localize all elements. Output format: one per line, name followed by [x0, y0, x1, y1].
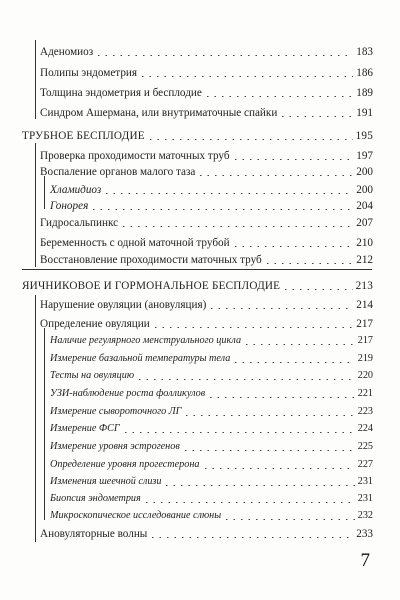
toc-entry-title: Определение уровня прогестерона — [50, 459, 200, 470]
toc-leader-dots — [183, 415, 354, 416]
toc-entry-title: Измерение базальной температуры тела — [50, 353, 231, 364]
toc-section-heading[interactable] — [22, 127, 373, 143]
toc-entry-page: 221 — [357, 388, 373, 399]
toc-leader-dots — [223, 519, 355, 520]
toc-leader-dots — [90, 209, 353, 210]
toc-entry-title: Гидросальпинкс — [40, 217, 119, 229]
toc-vertical-rule-subsection1 — [44, 176, 45, 209]
toc-subentry[interactable] — [50, 456, 373, 472]
toc-entry-title: Определение овуляции — [40, 318, 150, 330]
toc-entry-title: Хламидиоз — [50, 184, 102, 196]
toc-subentry[interactable] — [50, 181, 373, 197]
toc-subentry[interactable] — [50, 332, 373, 348]
page-number: 7 — [360, 550, 370, 571]
toc-entry-page: 189 — [356, 87, 373, 99]
toc-subentry[interactable] — [50, 490, 373, 506]
toc-entry-page: 210 — [356, 237, 373, 249]
toc-entry-page: 207 — [356, 217, 373, 229]
toc-leader-dots — [103, 193, 353, 194]
toc-entry-title: Биопсия эндометрия — [50, 493, 141, 504]
toc-subentry[interactable] — [50, 507, 373, 523]
toc-entry-title: Ановуляторные волны — [40, 528, 148, 540]
toc-section-page: 213 — [355, 280, 373, 292]
toc-entry-page: 219 — [357, 353, 373, 364]
toc-leader-dots — [136, 379, 355, 380]
toc-entry-title: Гонорея — [50, 200, 89, 212]
toc-entry[interactable] — [40, 104, 373, 120]
toc-entry[interactable] — [40, 525, 373, 541]
toc-leader-dots — [232, 246, 354, 247]
toc-leader-dots — [208, 308, 353, 309]
toc-entry-page: 232 — [357, 510, 373, 521]
toc-entry-page: 224 — [357, 423, 373, 434]
toc-entry-title: Синдром Ашермана, или внутриматочные спайки — [40, 107, 278, 119]
toc-leader-dots — [243, 344, 355, 345]
toc-entry-page: 204 — [356, 200, 373, 212]
toc-entry-title: Нарушение овуляции (ановуляция) — [40, 299, 207, 311]
toc-entry-page: 186 — [356, 67, 373, 79]
toc-leader-dots — [202, 468, 355, 469]
toc-entry-page: 225 — [357, 441, 373, 452]
toc-leader-dots — [204, 96, 353, 97]
toc-entry-title: Аденомиоз — [40, 46, 94, 58]
toc-leader-dots — [232, 159, 354, 160]
toc-entry-page: 200 — [356, 166, 373, 178]
toc-entry-page: 217 — [357, 335, 373, 346]
toc-entry-page: 220 — [357, 370, 373, 381]
toc-entry-title: Беременность с одной маточной трубой — [40, 237, 230, 249]
toc-entry-page: 233 — [356, 528, 373, 540]
toc-subentry[interactable] — [50, 385, 373, 401]
toc-leader-dots — [163, 485, 354, 486]
toc-entry[interactable] — [40, 147, 373, 163]
toc-leader-dots — [282, 289, 352, 290]
toc-subentry[interactable] — [50, 403, 373, 419]
toc-leader-dots — [279, 116, 353, 117]
toc-entry-title: Измерение ФСГ — [50, 423, 120, 434]
toc-subentry[interactable] — [50, 350, 373, 366]
toc-entry-title: УЗИ-наблюдение роста фолликулов — [50, 388, 206, 399]
toc-vertical-rule-top — [35, 40, 36, 119]
toc-entry-title: Полипы эндометрия — [40, 67, 138, 79]
toc-leader-dots — [149, 537, 353, 538]
toc-entry[interactable] — [40, 84, 373, 100]
toc-entry-page: 214 — [356, 299, 373, 311]
toc-subentry[interactable] — [50, 197, 373, 213]
toc-entry-title: Микроскопическое исследование слюны — [50, 510, 222, 521]
toc-entry[interactable] — [40, 43, 373, 59]
toc-entry[interactable] — [40, 296, 373, 312]
toc-entry-title: Изменения шеечной слизи — [50, 476, 162, 487]
toc-leader-dots — [95, 55, 353, 56]
toc-subentry[interactable] — [50, 420, 373, 436]
toc-entry-page: 217 — [356, 318, 373, 330]
toc-subentry[interactable] — [50, 473, 373, 489]
toc-entry[interactable] — [40, 234, 373, 250]
toc-entry-page: 227 — [357, 459, 373, 470]
toc-vertical-rule-section1 — [35, 143, 36, 267]
toc-vertical-rule-section2 — [35, 295, 36, 542]
toc-separator — [22, 269, 372, 270]
toc-vertical-rule-subsection2 — [44, 328, 45, 520]
toc-entry-title: Тесты на овуляцию — [50, 370, 135, 381]
toc-entry-title: Измерение сывороточного ЛГ — [50, 406, 182, 417]
toc-leader-dots — [182, 450, 355, 451]
toc-entry-page: 200 — [356, 184, 373, 196]
toc-entry-title: Восстановление проходимости маточных труб — [40, 254, 262, 266]
toc-entry-title: Проверка проходимости маточных труб — [40, 150, 230, 162]
toc-entry-page: 212 — [356, 254, 373, 266]
toc-leader-dots — [197, 175, 353, 176]
toc-entry-title: Измерение уровня эстрогенов — [50, 441, 180, 452]
toc-leader-dots — [147, 139, 353, 140]
toc-entry-title: Наличие регулярного менструального цикла — [50, 335, 242, 346]
toc-leader-dots — [232, 362, 354, 363]
toc-entry-page: 197 — [356, 150, 373, 162]
toc-entry[interactable] — [40, 315, 373, 331]
toc-leader-dots — [264, 263, 354, 264]
toc-leader-dots — [207, 397, 355, 398]
toc-entry[interactable] — [40, 64, 373, 80]
toc-entry[interactable] — [40, 251, 373, 267]
toc-entry-title: Толщина эндометрия и бесплодие — [40, 87, 202, 99]
toc-entry-page: 231 — [357, 476, 373, 487]
toc-leader-dots — [143, 502, 355, 503]
toc-leader-dots — [120, 226, 353, 227]
toc-leader-dots — [139, 76, 353, 77]
toc-leader-dots — [152, 327, 354, 328]
toc-section-title: ТРУБНОЕ БЕСПЛОДИЕ — [22, 130, 145, 142]
toc-entry-page: 183 — [356, 46, 373, 58]
toc-entry-page: 191 — [356, 107, 373, 119]
toc-entry[interactable] — [40, 214, 373, 230]
toc-section-title: ЯИЧНИКОВОЕ И ГОРМОНАЛЬНОЕ БЕСПЛОДИЕ — [22, 280, 281, 292]
toc-entry-title: Воспаление органов малого таза — [40, 166, 196, 178]
toc-leader-dots — [122, 432, 355, 433]
toc-section-heading[interactable] — [22, 277, 373, 293]
toc-section-page: 195 — [355, 130, 373, 142]
toc-entry-page: 223 — [357, 406, 373, 417]
toc-subentry[interactable] — [50, 438, 373, 454]
toc-subentry[interactable] — [50, 367, 373, 383]
toc-entry[interactable] — [40, 163, 373, 179]
toc-entry-page: 231 — [357, 493, 373, 504]
